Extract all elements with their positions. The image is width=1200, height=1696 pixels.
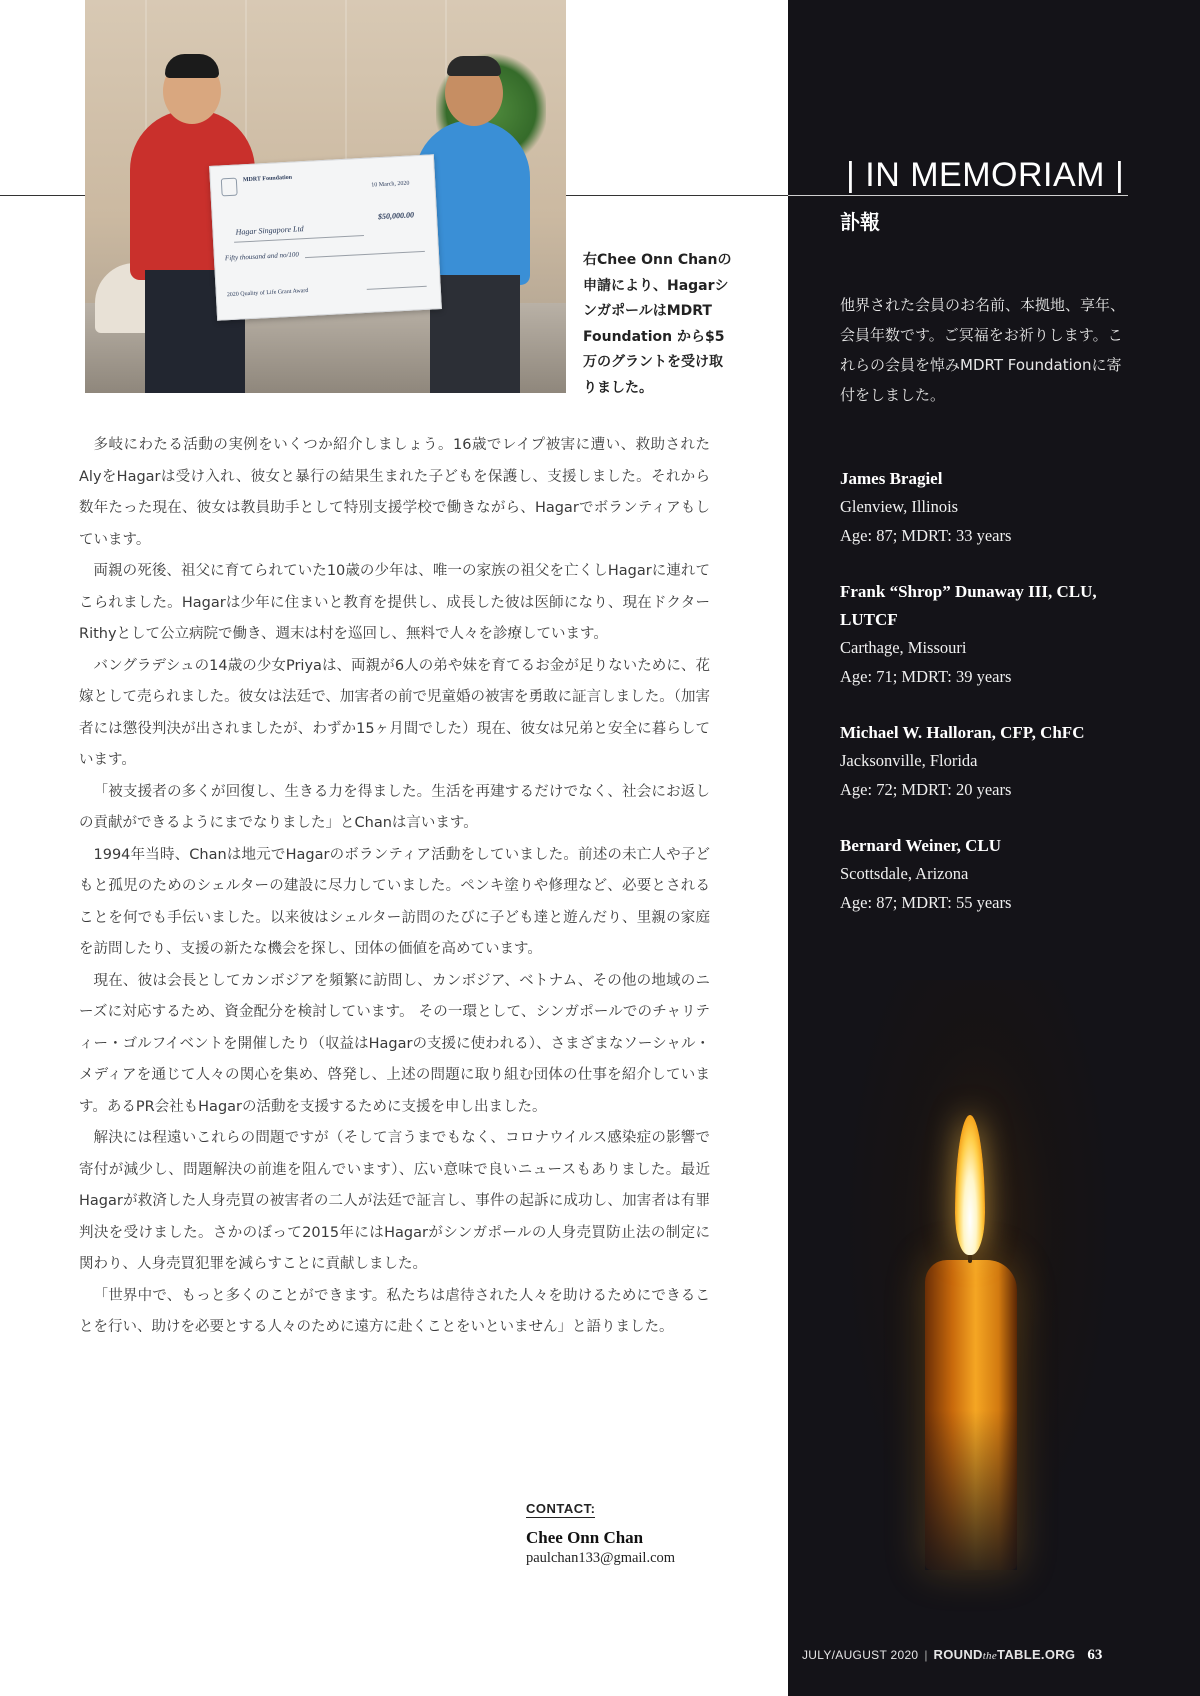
member-entry	[840, 719, 1140, 804]
paragraph: バングラデシュの14歳の少女Priyaは、両親が6人の弟や妹を育てるお金が足りないために、花嫁として売られました。彼女は法廷で、加害者の前で児童婚の被害を勇敢に証言しました。（加害者には懲役判決が出されましたが、わずか15ヶ月間でした）現在、彼女は兄弟と安全に暮らしています。	[79, 657, 710, 768]
paragraph: 現在、彼は会長としてカンボジアを頻繁に訪問し、カンボジア、ベトナム、その他の地域のニーズに対応するため、資金配分を検討しています。 その一環として、シンガポールでのチャリティー・ゴルフイベントを開催したり（収益はHagarの支援に使われる）、さまざまなソーシャル・メディアを通じて人々の関心を集め、啓発し、上述の問題に取り組む団体の仕事を紹介しています。あるPR会社もHagarの活動を支援するために支援を申し出ました。	[79, 972, 710, 1115]
page-footer	[802, 1647, 1102, 1664]
person-red-shirt-head	[163, 58, 221, 124]
brand-the: the	[982, 1650, 998, 1662]
paragraph: 「世界中で、もっと多くのことができます。私たちは虐待された人々を助けるためにできることを行い、助けを必要とする人々のために遠方に赴くことをいといません」と語りました。	[79, 1287, 710, 1335]
member-details: Age: 71; MDRT: 39 years	[840, 666, 1012, 686]
cheque-amount-words: Fifty thousand and no/100	[224, 250, 300, 263]
member-entry	[840, 832, 1140, 917]
article-body	[79, 430, 710, 1344]
cheque-signature-line	[367, 286, 427, 290]
paragraph: 1994年当時、Chanは地元でHagarのボランティア活動をしていました。前述の未亡人や子どもと孤児のためのシェルターの建設に尽力していました。ペンキ塗りや修理など、必要とされることを何でも手伝いました。以来彼はシェルター訪問のたびに子ども達と遊んだり、里親の家庭を訪問したり、支援の新たな機会を探し、団体の価値を高めています。	[79, 846, 710, 957]
cheque-logo-icon	[221, 178, 238, 197]
contact-email[interactable]: paulchan133@gmail.com	[526, 1550, 676, 1566]
member-entry	[840, 578, 1140, 691]
cheque-line	[305, 251, 425, 258]
member-details: Age: 87; MDRT: 33 years	[840, 525, 1012, 545]
cheque-award: 2020 Quality of Life Grant Award	[226, 287, 309, 299]
person-blue-shirt-legs	[430, 275, 520, 393]
person-blue-shirt-head	[445, 60, 503, 126]
member-location: Glenview, Illinois	[840, 497, 959, 516]
page-number: 63	[1087, 1647, 1103, 1663]
cheque-payee: Hagar Singapore Ltd	[235, 224, 304, 237]
paragraph: 「被支援者の多くが回復し、生きる力を得ました。生活を再建するだけでなく、社会にお返しの貢献ができるようにまでなりました」とChanは言います。	[79, 783, 710, 831]
member-location: Scottsdale, Arizona	[840, 864, 969, 883]
issue-date: JULY/AUGUST 2020	[802, 1648, 919, 1662]
photo-caption: 右Chee Onn Chanの申請により、HagarシンガポールはMDRT Foundation から$5万のグラントを受け取りました。	[583, 252, 732, 396]
cheque-amount: $50,000.00	[377, 210, 415, 222]
contact-block	[526, 1498, 736, 1567]
footer-separator: |	[924, 1648, 928, 1662]
giant-cheque	[209, 154, 442, 321]
contact-label: CONTACT:	[526, 1501, 596, 1516]
cheque-date: 10 March, 2020	[371, 180, 410, 189]
paragraph: 多岐にわたる活動の実例をいくつか紹介しましょう。16歳でレイプ被害に遭い、救助されたAlyをHagarは受け入れ、彼女と暴行の結果生まれた子どもを保護し、支援しました。それから数年たった現在、彼女は教員助手として特別支援学校で働きながら、Hagarでボランティアもしています。	[79, 437, 710, 548]
header-rule	[0, 195, 85, 196]
cheque-org: MDRT Foundation	[242, 174, 293, 184]
memoriam-title-ja: 訃報	[840, 210, 880, 234]
member-location: Carthage, Missouri	[840, 638, 967, 657]
flame-icon	[955, 1115, 985, 1255]
brand-round: ROUND	[933, 1647, 983, 1662]
site-link[interactable]	[934, 1647, 1076, 1662]
candle-icon	[925, 1260, 1017, 1570]
member-name: Frank “Shrop” Dunaway III, CLU, LUTCF	[840, 582, 1097, 629]
cheque-presentation-photo	[85, 0, 566, 393]
member-name: Michael W. Halloran, CFP, ChFC	[840, 723, 1085, 742]
member-name: Bernard Weiner, CLU	[840, 836, 1002, 855]
paragraph: 解決には程遠いこれらの問題ですが（そして言うまでもなく、コロナウイルス感染症の影響で寄付が減少し、問題解決の前進を阻んでいます）、広い意味で良いニュースもありました。最近Hagarが救済した人身売買の被害者の二人が法廷で証言し、事件の起訴に成功し、加害者は有罪判決を受けました。さかのぼって2015年にはHagarがシンガポールの人身売買防止法の制定に関わり、人身売買犯罪を減らすことに貢献しました。	[79, 1130, 710, 1272]
paragraph: 両親の死後、祖父に育てられていた10歳の少年は、唯一の家族の祖父を亡くしHagarに連れてこられました。Hagarは少年に住まいと教育を提供し、成長した彼は医師になり、現在ドクターRithyとして公立病院で働き、週末は村を巡回し、無料で人々を診療しています。	[79, 563, 710, 642]
memoriam-sidebar	[788, 0, 1200, 1696]
memoriam-intro: 他界された会員のお名前、本拠地、享年、会員年数です。ご冥福をお祈りします。これらの会員を悼みMDRT Foundationに寄付をしました。	[840, 296, 1126, 404]
member-list	[840, 465, 1140, 945]
member-name: James Bragiel	[840, 469, 943, 488]
member-details: Age: 72; MDRT: 20 years	[840, 779, 1012, 799]
header-rule	[788, 195, 1128, 196]
brand-rest: TABLE.ORG	[997, 1647, 1076, 1662]
member-location: Jacksonville, Florida	[840, 751, 978, 770]
header-rule	[566, 195, 788, 196]
member-details: Age: 87; MDRT: 55 years	[840, 892, 1012, 912]
cheque-line	[234, 235, 364, 243]
candle-image	[828, 980, 1128, 1600]
member-entry	[840, 465, 1140, 550]
contact-name: Chee Onn Chan	[526, 1528, 644, 1547]
memoriam-title: | IN MEMORIAM |	[846, 156, 1125, 194]
